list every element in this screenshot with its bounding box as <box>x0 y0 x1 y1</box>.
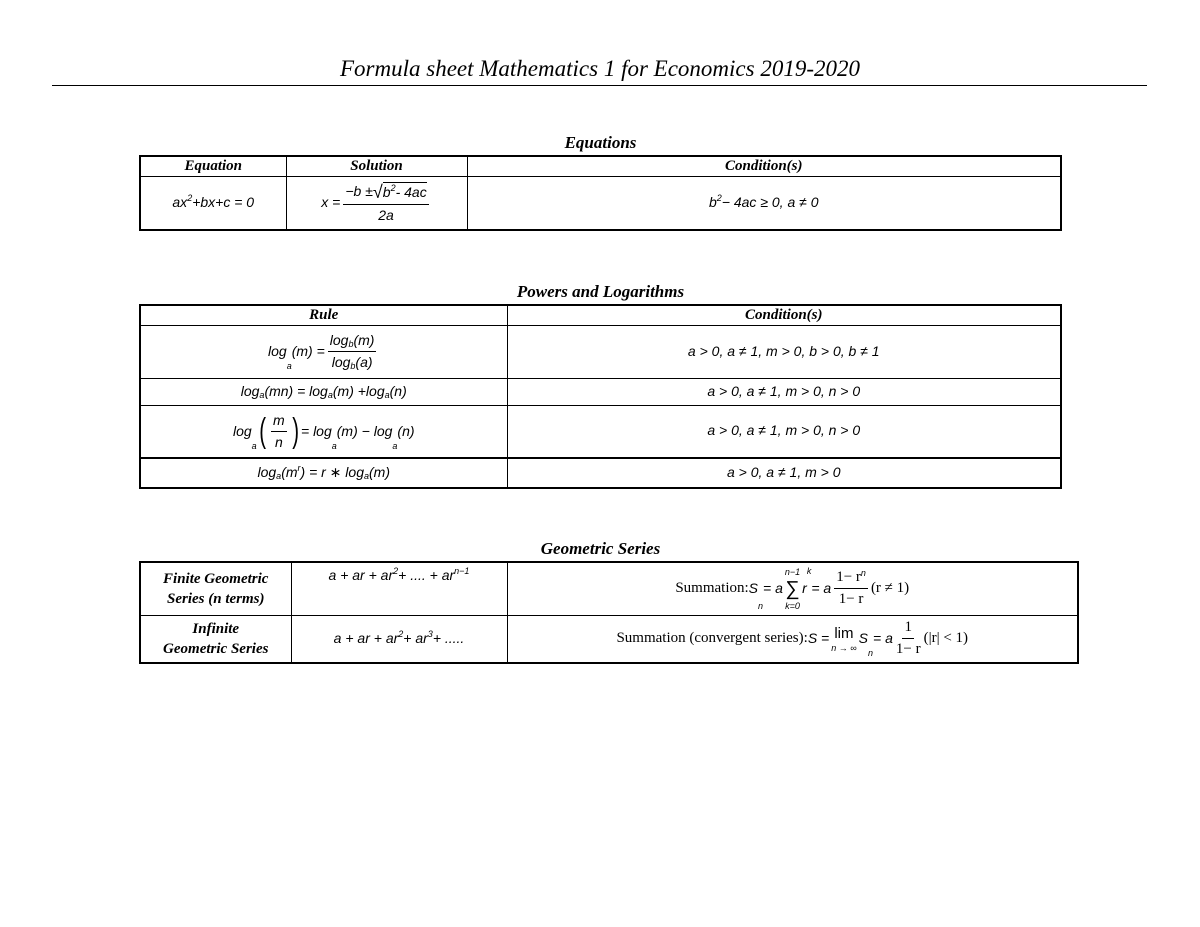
math-text: m <box>273 411 285 428</box>
math-text: + ar <box>403 629 428 646</box>
subscript: b <box>348 339 354 349</box>
math-text: (m) − log <box>336 422 393 439</box>
math-text: a > 0, a ≠ 1, m > 0, n > 0 <box>707 422 861 439</box>
math-text: (a) <box>355 354 373 370</box>
parentheses <box>257 411 301 451</box>
geometric-table <box>139 561 1079 664</box>
lim-text: lim <box>834 624 854 642</box>
math-text: ax <box>172 193 188 210</box>
math-text: log <box>240 382 260 399</box>
logs-table <box>139 304 1062 489</box>
math-text: (n) <box>389 382 407 399</box>
limit-operator <box>831 625 856 653</box>
math-text: log <box>329 332 349 348</box>
math-text: x = <box>321 194 341 211</box>
superscript: n−1 <box>454 566 470 576</box>
finite-series <box>329 567 470 584</box>
math-text: Summation: <box>675 580 749 597</box>
math-text: log <box>331 354 351 370</box>
math-text: 2a <box>378 206 394 223</box>
radical-sign: √ <box>372 181 383 202</box>
superscript: k <box>806 565 812 576</box>
math-text: a > 0, a ≠ 1, m > 0, n > 0 <box>707 382 861 399</box>
math-text: (mn) = log <box>264 382 328 399</box>
fraction <box>328 332 377 371</box>
math-text: +bx+c = 0 <box>192 193 255 210</box>
superscript: 2 <box>398 628 404 639</box>
header-rule: Rule <box>140 305 507 325</box>
math-text: + .... + ar <box>398 567 455 583</box>
finite-summation <box>675 567 909 611</box>
right-paren: ) <box>291 412 299 451</box>
math-text: (m <box>281 464 298 480</box>
subscript: a <box>364 471 370 481</box>
geometric-heading: Geometric Series <box>540 539 661 558</box>
subscript: a <box>276 471 282 481</box>
table-header-row <box>140 156 1061 176</box>
limit-subscript: n → ∞ <box>831 642 857 653</box>
log-rule <box>241 383 407 400</box>
math-text: (|r| < 1) <box>923 630 969 647</box>
sum-upper-limit: n−1 <box>784 566 801 577</box>
sigma-symbol: ∑ <box>785 577 800 600</box>
fraction <box>271 412 287 451</box>
summation-operator <box>785 567 800 611</box>
infinite-summation <box>616 619 968 658</box>
superscript: 3 <box>427 628 433 639</box>
denominator <box>378 205 394 224</box>
infinite-series <box>334 630 465 647</box>
table-row <box>140 405 1061 458</box>
subscript: a <box>286 361 292 371</box>
denominator <box>332 352 373 371</box>
equations-heading: Equations <box>564 133 637 152</box>
math-text: log <box>268 343 287 359</box>
square-root <box>373 182 427 202</box>
sum-lower-limit: k=0 <box>785 600 800 611</box>
numerator <box>328 332 377 352</box>
math-text: r <box>802 580 807 597</box>
row-label-line: Geometric Series <box>163 640 269 657</box>
quadratic-equation <box>172 194 254 211</box>
table-row <box>140 615 1078 663</box>
log-condition <box>707 422 860 439</box>
subscript: b <box>350 361 356 371</box>
table-header-row <box>140 305 1061 325</box>
math-text: 1 <box>904 619 912 636</box>
header-conditions: Condition(s) <box>467 156 1061 176</box>
math-text: = a <box>763 580 783 597</box>
superscript: 2 <box>187 192 193 203</box>
numerator <box>343 182 428 205</box>
denominator <box>896 639 921 658</box>
math-text: −b ± <box>345 183 373 200</box>
math-text: (r ≠ 1) <box>870 580 910 597</box>
subscript: n <box>868 648 874 659</box>
math-text: 1− r <box>838 591 864 608</box>
math-text: (n) <box>397 422 415 439</box>
logs-heading: Powers and Logarithms <box>516 282 685 301</box>
math-text: = log <box>301 422 332 439</box>
math-text: (m) = <box>291 343 325 359</box>
header-solution: Solution <box>286 156 467 176</box>
subscript: a <box>331 441 337 452</box>
math-text: 1− r <box>895 641 921 658</box>
math-text: ) = r ∗ log <box>300 464 364 480</box>
denominator <box>839 589 864 608</box>
superscript: n <box>860 568 866 579</box>
subscript: a <box>327 389 333 400</box>
math-text: + ..... <box>432 629 465 646</box>
denominator <box>275 432 283 451</box>
table-row <box>140 325 1061 378</box>
math-text: log <box>257 464 277 480</box>
superscript: r <box>297 463 301 473</box>
math-text: S <box>858 630 868 647</box>
row-label-line: Infinite <box>192 620 240 637</box>
math-text: log <box>232 422 252 439</box>
superscript: 2 <box>716 192 722 203</box>
row-label-line: Finite Geometric <box>163 570 269 587</box>
log-rule <box>257 464 390 481</box>
subscript: a <box>251 441 257 452</box>
math-text: a > 0, a ≠ 1, m > 0 <box>726 464 841 480</box>
math-text: - 4ac <box>395 184 427 201</box>
equations-table <box>139 155 1062 231</box>
log-condition <box>727 464 841 481</box>
subscript: a <box>259 389 265 400</box>
log-rule <box>268 332 379 371</box>
title-divider <box>52 85 1147 86</box>
radicand <box>383 182 427 201</box>
row-label-line: Series (n terms) <box>167 590 265 607</box>
math-text: (m) <box>353 332 375 348</box>
table-row <box>140 176 1061 230</box>
log-condition <box>688 343 880 360</box>
math-text: S = <box>807 630 830 647</box>
quadratic-solution <box>321 182 431 224</box>
math-text: = a <box>873 630 893 647</box>
table-row <box>140 562 1078 615</box>
left-paren: ( <box>258 412 266 451</box>
log-rule <box>233 411 415 451</box>
math-text: a + ar + ar <box>333 629 399 646</box>
math-text: a > 0, a ≠ 1, m > 0, b > 0, b ≠ 1 <box>687 342 880 359</box>
math-text: Summation (convergent series): <box>616 630 808 647</box>
math-text: (m) +log <box>332 382 385 399</box>
math-text: 1− r <box>836 569 861 586</box>
math-text: S <box>748 580 759 597</box>
fraction <box>834 569 868 608</box>
fraction <box>896 619 921 658</box>
math-text: n <box>274 433 283 450</box>
table-row <box>140 378 1061 405</box>
math-text: = a <box>811 580 832 597</box>
fraction <box>343 182 428 224</box>
math-text: (m) <box>369 464 391 480</box>
math-text: a + ar + ar <box>328 567 394 583</box>
table-row <box>140 458 1061 488</box>
header-conditions: Condition(s) <box>507 305 1061 325</box>
math-text: − 4ac ≥ 0, a ≠ 0 <box>721 193 819 210</box>
superscript: 2 <box>393 566 399 576</box>
numerator <box>902 619 914 639</box>
math-text: b <box>382 184 391 201</box>
subscript: a <box>384 389 390 400</box>
math-text: b <box>708 193 717 210</box>
quadratic-condition <box>709 194 819 211</box>
superscript: 2 <box>390 183 396 194</box>
subscript: n <box>758 600 764 611</box>
subscript: a <box>392 441 398 452</box>
document-title: Formula sheet Mathematics 1 for Economics 2019-2020 <box>340 56 860 81</box>
log-condition <box>707 383 860 400</box>
numerator <box>271 412 287 432</box>
numerator <box>834 569 868 589</box>
header-equation: Equation <box>140 156 286 176</box>
